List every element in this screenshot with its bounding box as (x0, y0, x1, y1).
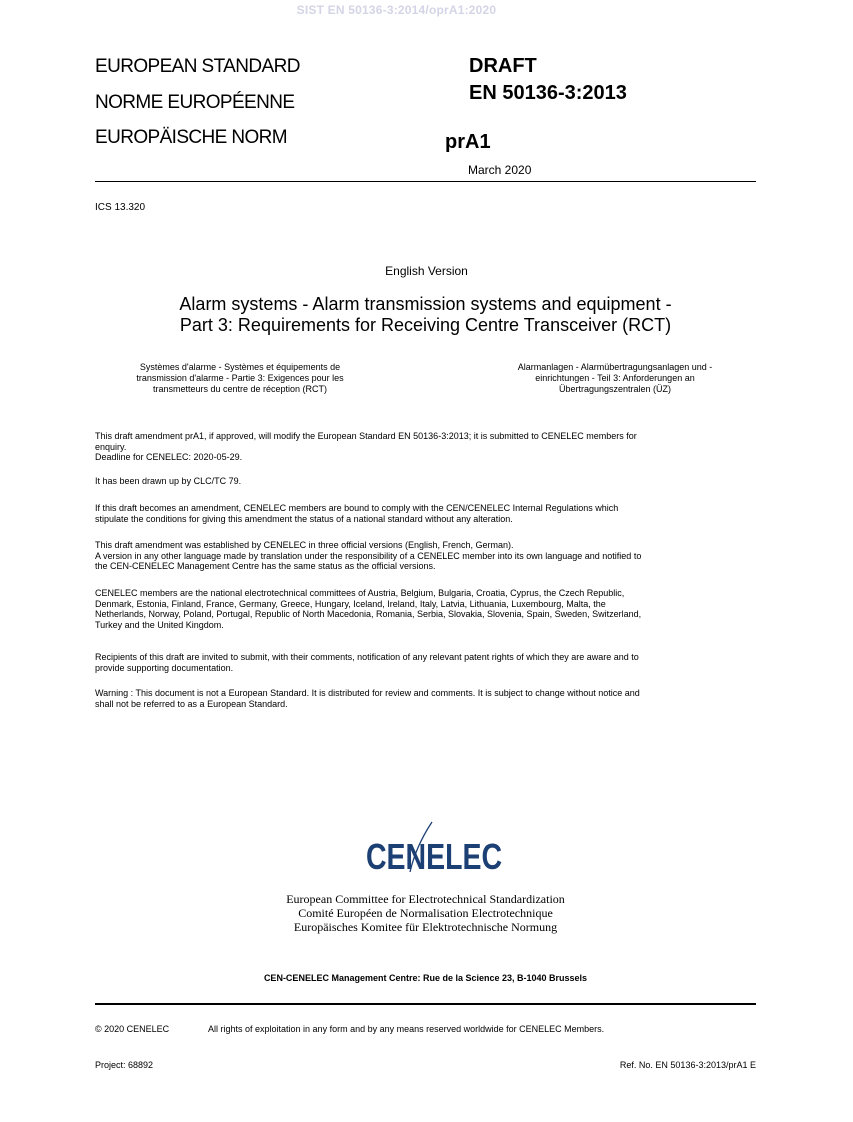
text-line: A version in any other language made by translation under the responsibility of a CENELEC member into its own language and notified to (95, 550, 642, 561)
committee-name-en: European Committee for Electrotechnical Standardization (286, 892, 565, 906)
german-title-line: einrichtungen - Teil 3: Anforderungen an (535, 373, 695, 383)
paragraph-enquiry (95, 431, 757, 463)
german-title-line: Übertragungszentralen (ÜZ) (558, 384, 672, 394)
copyright: © 2020 CENELEC (95, 1024, 170, 1034)
title-line-2: Part 3: Requirements for Receiving Centre Transceiver (RCT) (179, 315, 672, 335)
standard-name-fr: NORME EUROPÉENNE (95, 92, 295, 113)
standard-name-de: EUROPÄISCHE NORM (95, 127, 288, 148)
project-number: Project: 68892 (95, 1060, 154, 1070)
cenelec-logo (364, 820, 504, 877)
text-line: It has been drawn up by CLC/TC 79. (95, 476, 242, 486)
reference-number: Ref. No. EN 50136-3:2013/prA1 E (619, 1060, 756, 1070)
paragraph-versions (95, 540, 757, 572)
footer-divider (95, 1003, 756, 1005)
paragraph-patents (95, 652, 757, 673)
paragraph-members (95, 588, 757, 630)
paragraph-regulations (95, 503, 757, 524)
text-line: Denmark, Estonia, Finland, France, Germany, Greece, Hungary, Iceland, Ireland, Italy, Latvia, Lithuania, Luxembourg, Malta, the (95, 598, 606, 609)
text-line: This draft amendment was established by CENELEC in three official versions (English, French, German). (95, 540, 514, 550)
title-line-1: Alarm systems - Alarm transmission systems and equipment - (179, 294, 672, 314)
text-line: provide supporting documentation. (95, 662, 234, 673)
text-line: Recipients of this draft are invited to submit, with their comments, notification of any relevant patent rights of which they are aware and to (95, 652, 639, 662)
logo-wordmark: CENELEC (366, 836, 502, 877)
french-title-line: transmission d'alarme - Partie 3: Exigences pour les (136, 373, 344, 383)
management-centre-address: CEN-CENELEC Management Centre: Rue de la Science 23, B-1040 Brussels (263, 973, 588, 983)
committee-name-de: Europäisches Komitee für Elektrotechnische Normung (293, 920, 558, 934)
standard-name-en: EUROPEAN STANDARD (95, 56, 300, 77)
ics-code: ICS 13.320 (95, 202, 146, 213)
text-line: If this draft becomes an amendment, CENELEC members are bound to comply with the CEN/CENELEC Internal Regulations which (95, 503, 619, 513)
text-line: This draft amendment prA1, if approved, will modify the European Standard EN 50136-3:2013; it is submitted to CENELEC members for (95, 431, 637, 441)
committee-name-fr: Comité Européen de Normalisation Electrotechnique (298, 906, 553, 920)
text-line: shall not be referred to as a European Standard. (95, 698, 288, 709)
french-title-line: Systèmes d'alarme - Systèmes et équipements de (139, 362, 341, 372)
french-title-line: transmetteurs du centre de réception (RCT) (152, 384, 328, 394)
text-line: Deadline for CENELEC: 2020-05-29. (95, 452, 243, 462)
document-title (95, 294, 756, 336)
amendment-label: prA1 (445, 131, 491, 153)
publication-date: March 2020 (468, 163, 532, 177)
text-line: CENELEC members are the national electrotechnical committees of Austria, Belgium, Bulgaria, Croatia, Cyprus, the Czech Republic, (95, 588, 625, 598)
french-title (110, 362, 370, 395)
text-line: stipulate the conditions for giving this amendment the status of a national standard without any alteration. (95, 513, 513, 524)
text-line: the CEN-CENELEC Management Centre has the same status as the official versions. (95, 561, 436, 571)
text-line: Turkey and the United Kingdom. (95, 619, 224, 630)
committee-names (95, 892, 756, 934)
german-title (485, 362, 745, 395)
standard-number: EN 50136-3:2013 (469, 82, 627, 104)
draft-label: DRAFT (469, 55, 537, 77)
text-line: Warning : This document is not a European Standard. It is distributed for review and comments. It is subject to change without notice and (95, 688, 640, 698)
german-title-line: Alarmanlagen - Alarmübertragungsanlagen und - (517, 362, 713, 372)
paragraph-committee (95, 476, 757, 487)
watermark: SIST EN 50136-3:2014/oprA1:2020 (296, 3, 497, 17)
version-label: English Version (385, 264, 468, 278)
text-line: Netherlands, Norway, Poland, Portugal, Republic of North Macedonia, Romania, Serbia, Slovakia, Slovenia, Spain, Sweden, Switzerland, (95, 609, 642, 619)
paragraph-warning (95, 688, 757, 709)
rights-statement: All rights of exploitation in any form and by any means reserved worldwide for CENELEC Members. (208, 1024, 605, 1034)
header-divider (95, 181, 756, 182)
text-line: enquiry. (95, 441, 127, 452)
